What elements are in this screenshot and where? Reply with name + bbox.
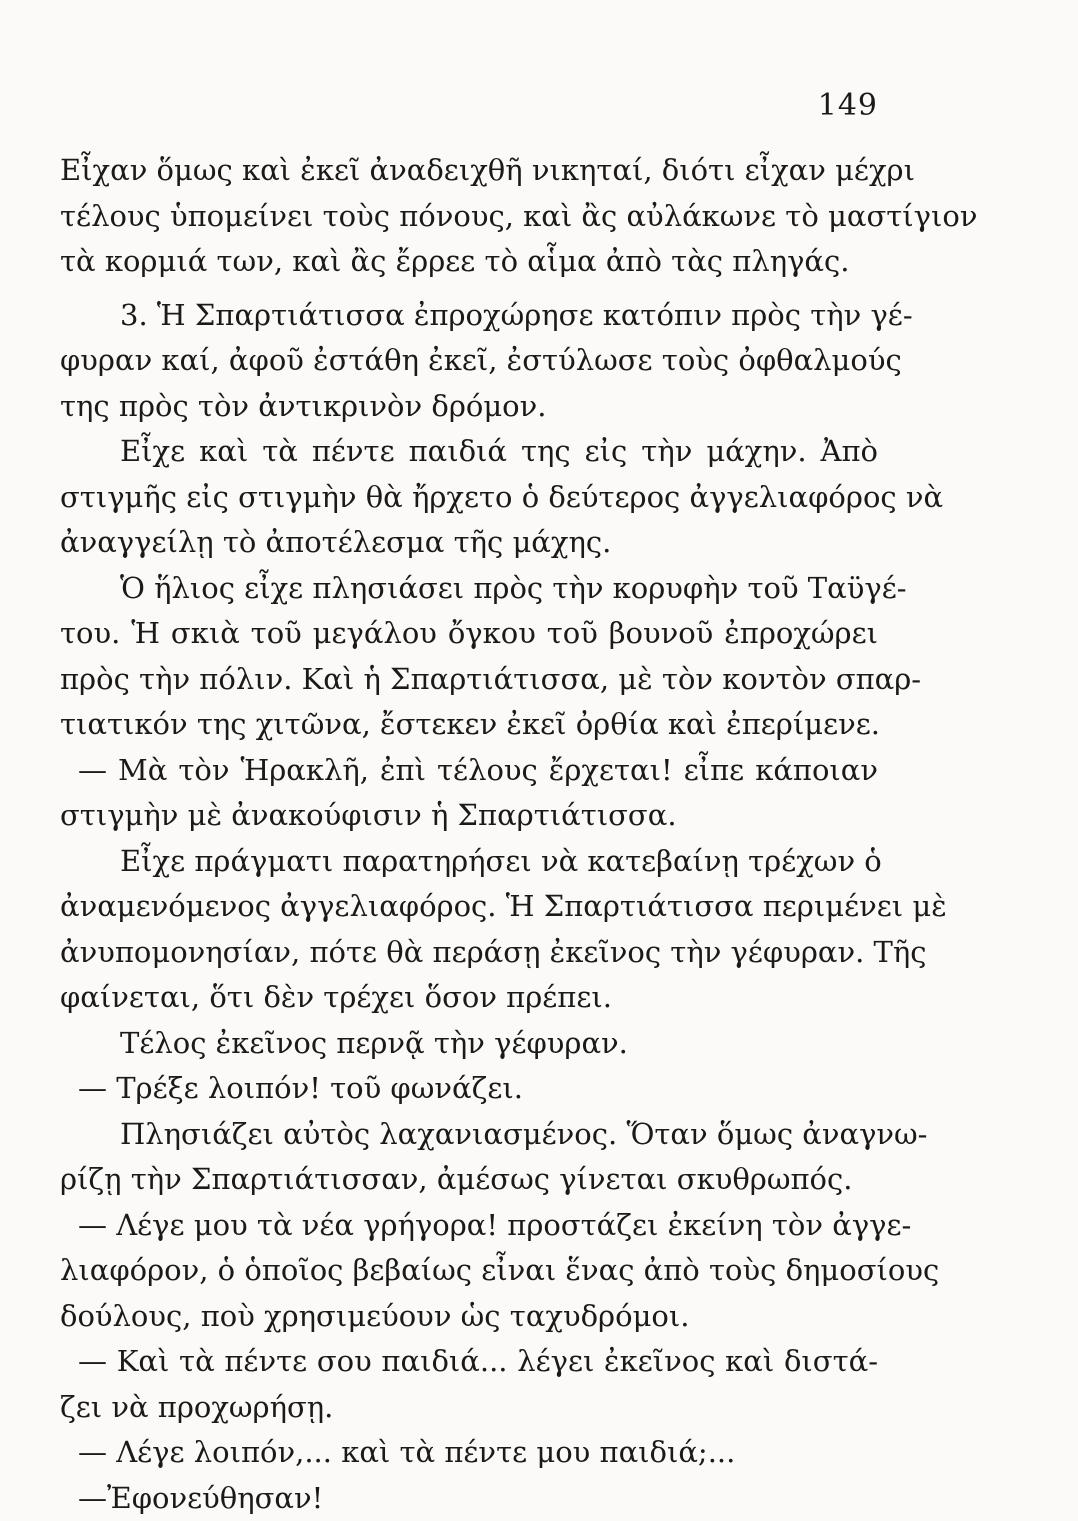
text-line: δούλους, ποὺ χρησιμεύουν ὡς ταχυδρόμοι. [60,1294,878,1340]
text-line: στιγμὴν μὲ ἀνακούφισιν ἡ Σπαρτιάτισσα. [60,793,878,839]
page-number: 149 [818,88,878,123]
text-line: τὰ κορμιά των, καὶ ἂς ἔρρεε τὸ αἷμα ἀπὸ τὰς πληγάς. [60,239,878,285]
text-line: 3. Ἡ Σπαρτιάτισσα ἐπροχώρησε κατόπιν πρὸς τὴν γέ- [60,293,878,339]
text-line: — Καὶ τὰ πέντε σου παιδιά... λέγει ἐκεῖνος καὶ διστά- [60,1339,878,1385]
body-text [60,148,878,1521]
text-line: — Λέγε λοιπόν,... καὶ τὰ πέντε μου παιδιά;... [60,1430,878,1476]
text-line: ρίζῃ τὴν Σπαρτιάτισσαν, ἀμέσως γίνεται σκυθρωπός. [60,1157,878,1203]
text-line: — Τρέξε λοιπόν! τοῦ φωνάζει. [60,1066,878,1112]
text-line: ζει νὰ προχωρήσῃ. [60,1385,878,1431]
text-line: φυραν καί, ἀφοῦ ἐστάθη ἐκεῖ, ἐστύλωσε τοὺς ὀφθαλμούς [60,338,878,384]
text-line: της πρὸς τὸν ἀντικρινὸν δρόμον. [60,384,878,430]
text-line: Ὁ ἥλιος εἶχε πλησιάσει πρὸς τὴν κορυφὴν τοῦ Ταϋγέ- [60,566,878,612]
text-line: φαίνεται, ὅτι δὲν τρέχει ὅσον πρέπει. [60,975,878,1021]
text-line: Εἶχε καὶ τὰ πέντε παιδιά της εἰς τὴν μάχην. Ἀπὸ [60,429,878,475]
text-line: ἀναμενόμενος ἀγγελιαφόρος. Ἡ Σπαρτιάτισσα περιμένει μὲ [60,884,878,930]
text-line: πρὸς τὴν πόλιν. Καὶ ἡ Σπαρτιάτισσα, μὲ τὸν κοντὸν σπαρ- [60,657,878,703]
text-line: λιαφόρον, ὁ ὁποῖος βεβαίως εἶναι ἕνας ἀπὸ τοὺς δημοσίους [60,1248,878,1294]
text-line: τέλους ὑπομείνει τοὺς πόνους, καὶ ἂς αὐλάκωνε τὸ μαστίγιον [60,194,878,240]
text-line: ἀναγγείλῃ τὸ ἀποτέλεσμα τῆς μάχης. [60,520,878,566]
text-line: στιγμῆς εἰς στιγμὴν θὰ ἤρχετο ὁ δεύτερος ἀγγελιαφόρος νὰ [60,475,878,521]
paragraph-gap [60,285,878,293]
text-line: Τέλος ἐκεῖνος περνᾷ τὴν γέφυραν. [60,1021,878,1067]
text-line: Εἶχαν ὅμως καὶ ἐκεῖ ἀναδειχθῆ νικηταί, διότι εἶχαν μέχρι [60,148,878,194]
text-line: του. Ἡ σκιὰ τοῦ μεγάλου ὄγκου τοῦ βουνοῦ ἐπροχώρει [60,611,878,657]
text-line: Εἶχε πράγματι παρατηρήσει νὰ κατεβαίνῃ τρέχων ὁ [60,839,878,885]
text-line: Πλησιάζει αὐτὸς λαχανιασμένος. Ὅταν ὅμως ἀναγνω- [60,1112,878,1158]
text-line: τιατικόν της χιτῶνα, ἔστεκεν ἐκεῖ ὀρθία καὶ ἐπερίμενε. [60,702,878,748]
text-line: ἀνυπομονησίαν, πότε θὰ περάσῃ ἐκεῖνος τὴν γέφυραν. Τῆς [60,930,878,976]
text-line: — Λέγε μου τὰ νέα γρήγορα! προστάζει ἐκείνη τὸν ἀγγε- [60,1203,878,1249]
text-line: — Μὰ τὸν Ἡρακλῆ, ἐπὶ τέλους ἔρχεται! εἶπε κάποιαν [60,748,878,794]
text-line: —Ἐφονεύθησαν! [60,1476,878,1521]
